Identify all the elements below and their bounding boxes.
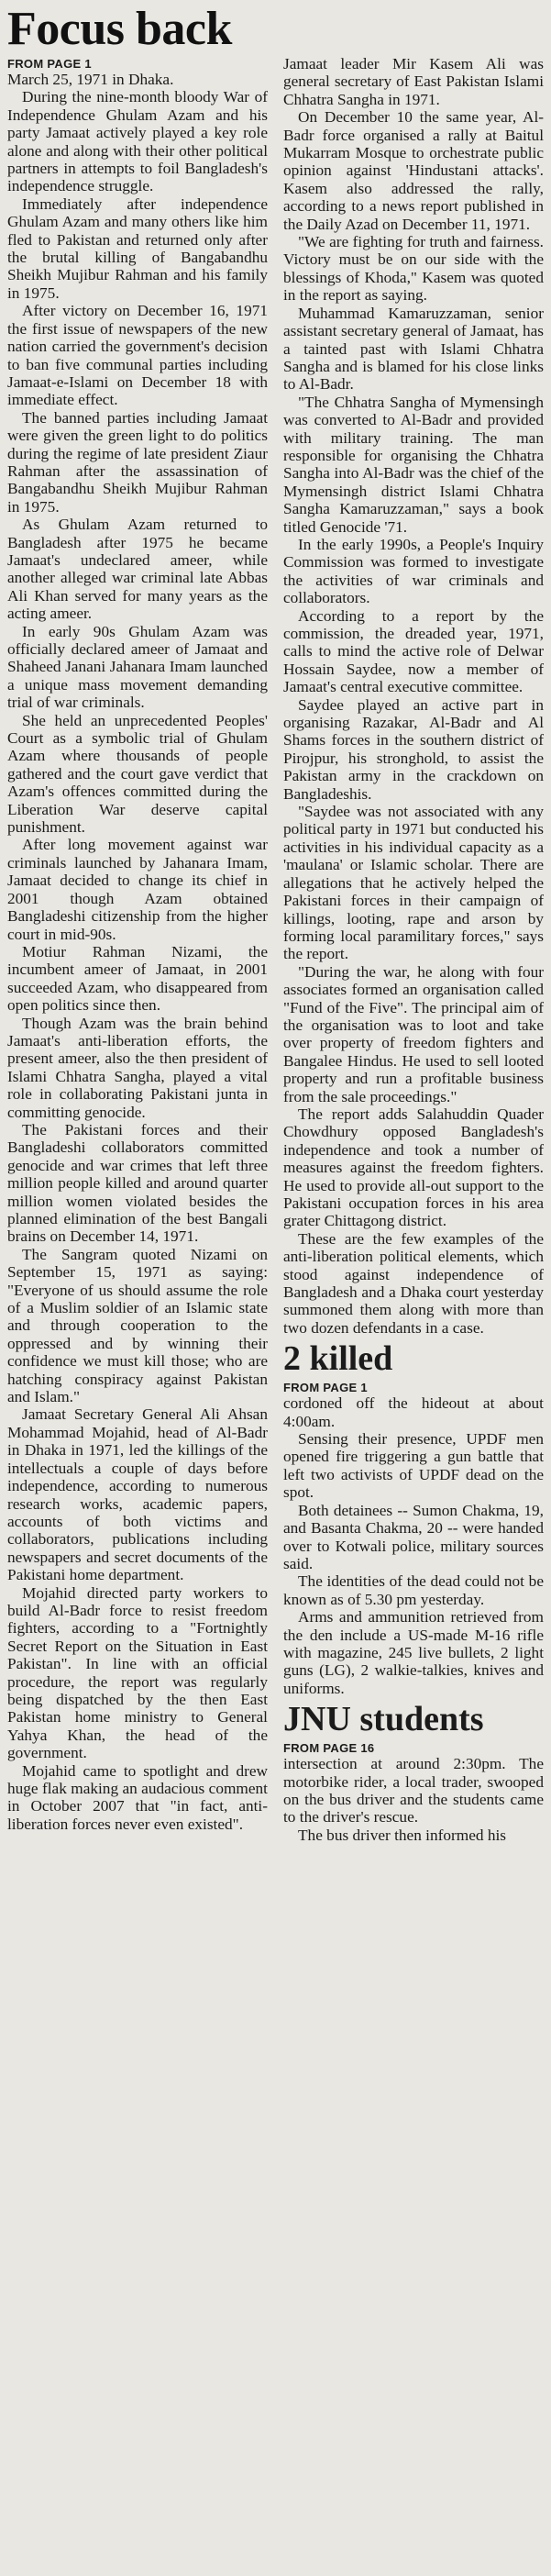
kicker-label: FROM PAGE 1 (7, 57, 92, 71)
article-paragraph: Motiur Rahman Nizami, the incumbent ameer of Jamaat, in 2001 succeeded Azam, who disappeared from open politics since then. (7, 942, 268, 1015)
article-paragraph: Mojahid directed party workers to build Al-Badr force to resist freedom fighters, according to a "Fortnightly Secret Report on the Situation in East Pakistan". In line with an official procedure, the report was regularly being dispatched by the then East Pakistan home ministry to General Yahya Khan, the head of the government. (7, 1583, 268, 1762)
article-paragraph: After victory on December 16, 1971 the first issue of newspapers of the new nation carried the government's decision to ban five communal parties including Jamaat-e-Islami on December 18 with immediate effect. (7, 302, 268, 409)
article-paragraph: Both detainees -- Sumon Chakma, 19, and Basanta Chakma, 20 -- were handed over to Kotwali police, military sources said. (283, 1501, 544, 1572)
article-columns (7, 55, 544, 1844)
story-3-kicker: FROM PAGE 16 (283, 1741, 375, 1756)
article-paragraph: The identities of the dead could not be known as of 5.30 pm yesterday. (283, 1572, 544, 1608)
left-column (7, 55, 268, 1844)
article-paragraph: The banned parties including Jamaat were given the green light to do politics during the regime of late president Ziaur Rahman after the assassination of Bangabandhu Sheikh Mujibur Rahman in 1975. (7, 408, 268, 516)
article-paragraph: The bus driver then informed his (298, 1826, 507, 1844)
article-paragraph: She held an unprecedented Peoples' Court as a symbolic trial of Ghulam Azam where thousands of people gathered and the court gave verdict that Azam's offences committed during the Liberation War deserve capital punishment. (7, 711, 268, 837)
story-2-killed (283, 1340, 544, 1697)
article-paragraph: Jamaat leader Mir Kasem Ali was general secretary of East Pakistan Islami Chhatra Sangha in 1971. (283, 55, 544, 108)
story-2-kicker: FROM PAGE 1 (283, 1381, 368, 1395)
story-focus-back-continued (283, 55, 544, 1337)
article-paragraph: intersection at around 2:30pm. The motorbike rider, a local trader, swooped on the bus driver and the students came to the driver's rescue. (283, 1755, 544, 1827)
story-3-body (283, 1755, 544, 1844)
article-paragraph: Sensing their presence, UPDF men opened fire triggering a gun battle that left two activists of UPDF dead on the spot. (283, 1430, 544, 1502)
story-jnu-students (283, 1701, 544, 1844)
article-paragraph: Muhammad Kamaruzzaman, senior assistant secretary general of Jamaat, has a tainted past with Islami Chhatra Sangha and is blamed for his close links to Al-Badr. (283, 304, 544, 394)
article-paragraph: The Sangram quoted Nizami on September 15, 1971 as saying: "Everyone of us should assume the role of a Muslim soldier of an Islamic state and through cooperation to the oppressed and by winning their confidence we must kill those; who are hatching conspiracy against Pakistan and Islam." (7, 1245, 268, 1406)
article-paragraph: Saydee played an active part in organising Razakar, Al-Badr and Al Shams forces in the southern district of Pirojpur, his stronghold, to assist the Pakistan army in the crackdown on Bangladeshis. (283, 695, 544, 803)
page-title: Focus back (7, 3, 232, 55)
article-paragraph: cordoned off the hideout at about 4:00am. (283, 1394, 544, 1430)
article-paragraph: Immediately after independence Ghulam Azam and many others like him fled to Pakistan and returned only after the brutal killing of Bangabandhu Sheikh Mujibur Rahman and his family in 1975. (7, 194, 268, 302)
article-paragraph: The report adds Salahuddin Quader Chowdhury opposed Bangladesh's independence and took a number of measures against the freedom fighters. He used to provide all-out support to the Pakistani occupation forces in his area grater Chittagong district. (283, 1105, 544, 1230)
article-paragraph: "We are fighting for truth and fairness. Victory must be on our side with the blessings of Khoda," Kasem was quoted in the report as saying. (283, 233, 544, 305)
article-paragraph: Though Azam was the brain behind Jamaat's anti-liberation efforts, the present ameer, also the then president of Islami Chhatra Sangha, played a vital role in collaborating Pakistani junta in committing genocide. (7, 1014, 268, 1121)
article-paragraph: These are the few examples of the anti-liberation political elements, which stood against independence of Bangladesh and a Dhaka court yesterday summoned them along with more than two dozen defendants in a case. (283, 1229, 544, 1337)
article-paragraph: "During the war, he along with four associates formed an organisation called "Fund of the Five". The principal aim of the organisation was to loot and take over property of freedom fighters and Bangalee Hindus. He used to sell looted property and run a profitable business from the sale proceedings." (283, 962, 544, 1105)
article-paragraph: Jamaat Secretary General Ali Ahsan Mohammad Mojahid, head of Al-Badr in Dhaka in 1971, led the killings of the intellectuals a couple of days before independence, according to numerous research works, academic papers, accounts of both victims and collaborators, publications including newspapers and secret documents of the Pakistani home department. (7, 1405, 268, 1584)
article-paragraph: Arms and ammunition retrieved from the den include a US-made M-16 rifle with magazine, 245 live bullets, 2 light guns (LG), 2 walkie-talkies, knives and uniforms. (283, 1608, 544, 1697)
article-paragraph: The Pakistani forces and their Bangladeshi collaborators committed genocide and war crimes that left three million people killed and around quarter million women violated besides the planned elimination of the best Bangali brains on December 14, 1971. (7, 1120, 268, 1246)
article-paragraph: During the nine-month bloody War of Independence Ghulam Azam and his party Jamaat actively played a key role alone and along with their other political partners in attempts to foil Bangladesh's independence struggle. (7, 88, 268, 195)
story-2-headline: 2 killed (283, 1339, 393, 1379)
article-paragraph: Mojahid came to spotlight and drew huge flak making an audacious comment in October 2007 that "in fact, anti-liberation forces never even existed". (7, 1761, 268, 1833)
article-paragraph: On December 10 the same year, Al-Badr force organised a rally at Baitul Mukarram Mosque to orchestrate public opinion against 'Hindustani attacks'. Kasem also addressed the rally, according to a news report published in the Daily Azad on December 11, 1971. (283, 108, 544, 233)
article-paragraph: As Ghulam Azam returned to Bangladesh after 1975 he became Jamaat's undeclared ameer, while another alleged war criminal late Abbas Ali Khan served for many years as the acting ameer. (7, 516, 268, 623)
article-paragraph: According to a report by the commission, the dreaded year, 1971, calls to mind the active role of Delwar Hossain Saydee, now a member of Jamaat's central executive committee. (283, 606, 544, 696)
article-paragraph: "The Chhatra Sangha of Mymensingh was converted to Al-Badr and provided with military training. The man responsible for organising the Chhatra Sangha into Al-Badr was the chief of the Mymensingh district Islami Chhatra Sangha Kamaruzzaman," says a book titled Genocide '71. (283, 393, 544, 536)
article-paragraph: March 25, 1971 in Dhaka. (7, 71, 174, 88)
right-column (283, 55, 544, 1844)
article-paragraph: After long movement against war criminals launched by Jahanara Imam, Jamaat decided to change its chief in 2001 though Azam obtained Bangladeshi citizenship from the higher court in mid-90s. (7, 836, 268, 943)
story-3-headline: JNU students (283, 1700, 484, 1739)
article-paragraph: "Saydee was not associated with any political party in 1971 but conducted his activities in his individual capacity as a 'maulana' or Islamic scholar. There are allegations that he actively helped the Pakistani forces in their campaign of killings, looting, rape and arson by forming local paramilitary forces," says the report. (283, 803, 544, 963)
article-paragraph: In early 90s Ghulam Azam was officially declared ameer of Jamaat and Shaheed Janani Jahanara Imam launched a unique mass movement demanding trial of war criminals. (7, 622, 268, 712)
story-2-body (283, 1394, 544, 1697)
article-paragraph: In the early 1990s, a People's Inquiry Commission was formed to investigate the activities of war criminals and collaborators. (283, 535, 544, 607)
